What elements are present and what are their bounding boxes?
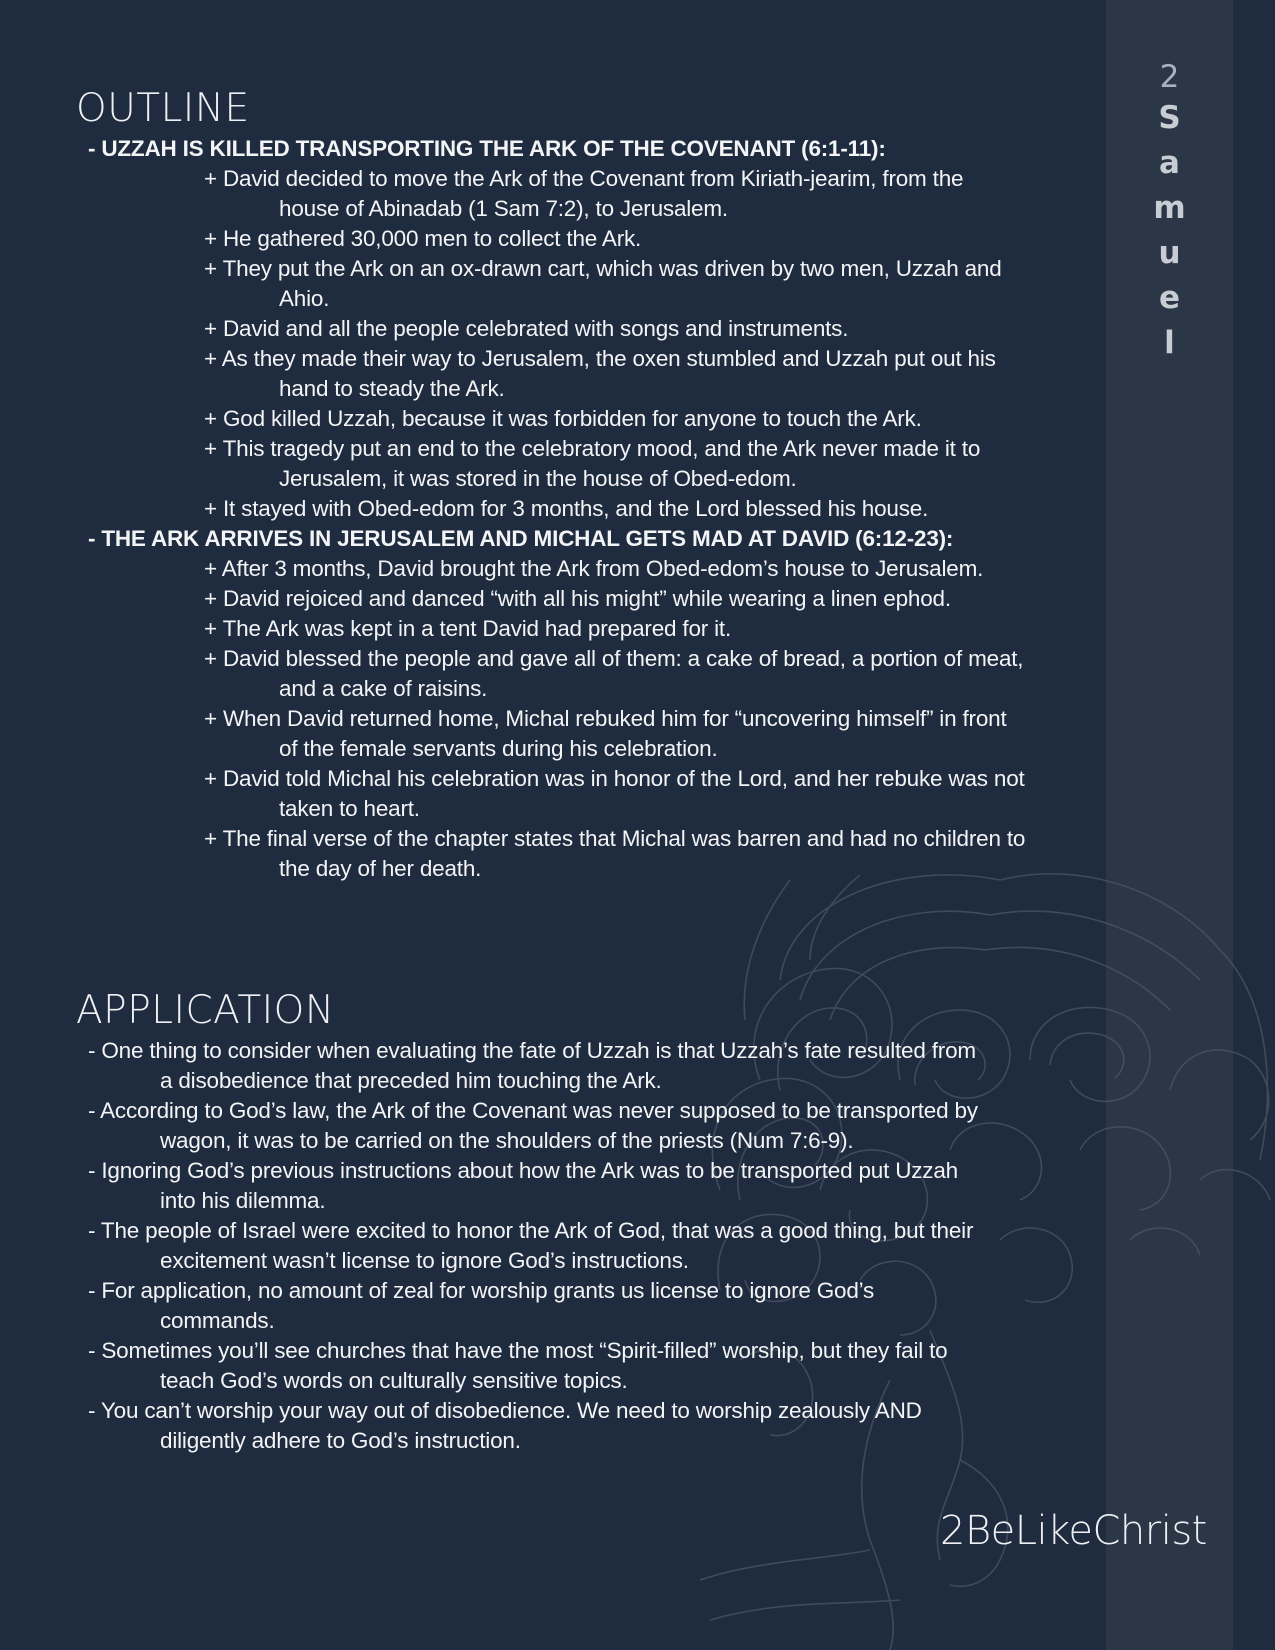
outline-item: + This tragedy put an end to the celebratory mood, and the Ark never made it to Jerusalem, it was stored in the house of Obed-edom. bbox=[204, 436, 981, 491]
book-title-vertical bbox=[1106, 58, 1233, 366]
outline-item: + After 3 months, David brought the Ark from Obed-edom’s house to Jerusalem. bbox=[204, 556, 984, 581]
book-letter: l bbox=[1164, 325, 1175, 361]
outline-item: + They put the Ark on an ox-drawn cart, which was driven by two men, Uzzah and Ahio. bbox=[204, 256, 1002, 311]
outline-item: + David and all the people celebrated with songs and instruments. bbox=[204, 316, 849, 341]
book-letter: S bbox=[1158, 100, 1181, 136]
outline-item: + God killed Uzzah, because it was forbidden for anyone to touch the Ark. bbox=[204, 406, 922, 431]
page-content bbox=[76, 84, 1096, 1456]
outline-item: + He gathered 30,000 men to collect the Ark. bbox=[204, 226, 642, 251]
outline-item: + David told Michal his celebration was in honor of the Lord, and her rebuke was not taken to heart. bbox=[204, 766, 1025, 821]
outline-title: OUTLINE bbox=[76, 86, 250, 131]
outline-item: + David blessed the people and gave all of them: a cake of bread, a portion of meat, and a cake of raisins. bbox=[204, 646, 1024, 701]
application-item: - Sometimes you’ll see churches that have the most “Spirit-filled” worship, but they fail to teach God’s words on culturally sensitive topics. bbox=[88, 1338, 948, 1393]
outline-heading: - THE ARK ARRIVES IN JERUSALEM AND MICHAL GETS MAD AT DAVID (6:12-23): bbox=[88, 526, 954, 551]
book-letter: m bbox=[1153, 190, 1186, 226]
application-item: - The people of Israel were excited to honor the Ark of God, that was a good thing, but their excitement wasn’t license to ignore God’s instructions. bbox=[88, 1218, 974, 1273]
application-item: - According to God’s law, the Ark of the Covenant was never supposed to be transported by wagon, it was to be carried on the shoulders of the priests (Num 7:6-9). bbox=[88, 1098, 978, 1153]
book-letter: e bbox=[1158, 280, 1181, 316]
outline-item: + David decided to move the Ark of the Covenant from Kiriath-jearim, from the house of Abinadab (1 Sam 7:2), to Jerusalem. bbox=[204, 166, 964, 221]
application-item: - For application, no amount of zeal for worship grants us license to ignore God’s commands. bbox=[88, 1278, 875, 1333]
book-number: 2 bbox=[1159, 59, 1180, 95]
outline-item: + When David returned home, Michal rebuked him for “uncovering himself” in front of the female servants during his celebration. bbox=[204, 706, 1007, 761]
application-item: - One thing to consider when evaluating the fate of Uzzah is that Uzzah’s fate resulted from a disobedience that preceded him touching the Ark. bbox=[88, 1038, 976, 1093]
outline-item: + The Ark was kept in a tent David had prepared for it. bbox=[204, 616, 732, 641]
book-letter: u bbox=[1158, 235, 1181, 271]
outline-item: + The final verse of the chapter states that Michal was barren and had no children to the day of her death. bbox=[204, 826, 1026, 881]
outline-item: + As they made their way to Jerusalem, the oxen stumbled and Uzzah put out his hand to steady the Ark. bbox=[204, 346, 996, 401]
application-title: APPLICATION bbox=[76, 988, 335, 1033]
book-letter: a bbox=[1159, 145, 1180, 181]
outline-heading: - UZZAH IS KILLED TRANSPORTING THE ARK OF THE COVENANT (6:1-11): bbox=[88, 136, 886, 161]
brand-logo-text: 2BeLikeChrist bbox=[940, 1508, 1207, 1554]
outline-item: + It stayed with Obed-edom for 3 months, and the Lord blessed his house. bbox=[204, 496, 929, 521]
application-item: - You can’t worship your way out of disobedience. We need to worship zealously AND diligently adhere to God’s instruction. bbox=[88, 1398, 922, 1453]
outline-item: + David rejoiced and danced “with all his might” while wearing a linen ephod. bbox=[204, 586, 951, 611]
application-item: - Ignoring God’s previous instructions about how the Ark was to be transported put Uzzah into his dilemma. bbox=[88, 1158, 958, 1213]
